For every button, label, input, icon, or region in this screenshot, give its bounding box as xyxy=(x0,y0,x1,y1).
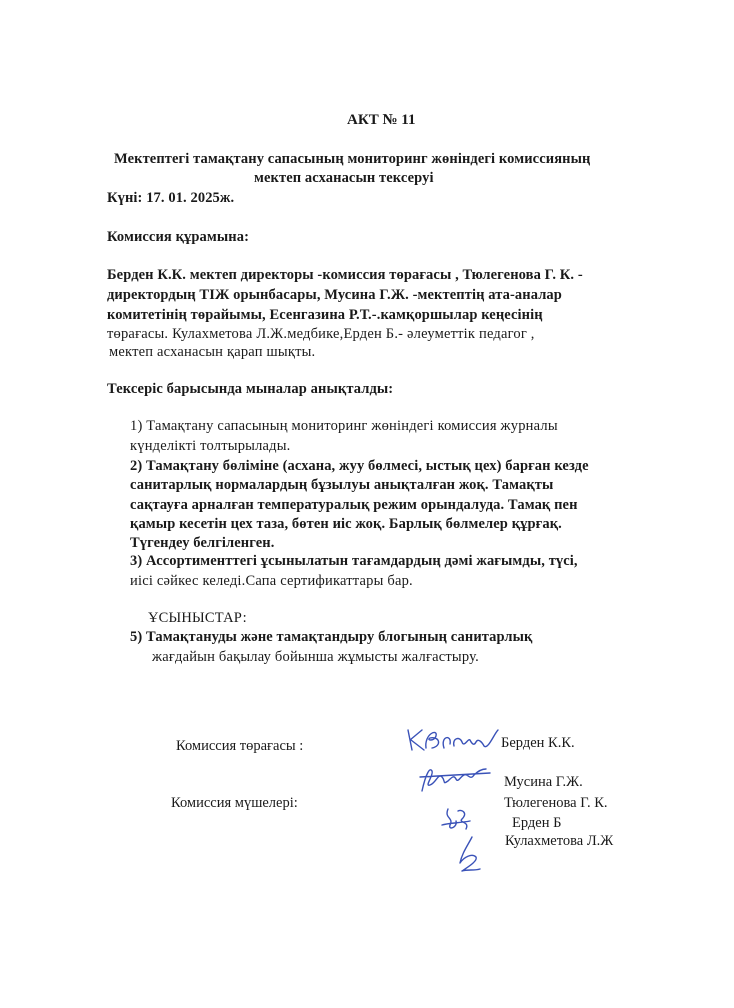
recommendation-line: жағдайын бақылау бойынша жұмысты жалғастыру. xyxy=(152,649,479,665)
member-signature-icon xyxy=(450,833,490,877)
act-title: АКТ № 11 xyxy=(347,112,416,128)
finding-line: 1) Тамақтану сапасының мониторинг жөніндегі комиссия журналы xyxy=(130,418,558,434)
commission-line: мектеп асханасын қарап шықты. xyxy=(109,344,316,360)
recommendation-line: 5) Тамақтануды және тамақтандыру блогының санитарлық xyxy=(130,629,533,645)
commission-line: комитетінің төрайымы, Есенгазина Р.Т.-.камқоршылар кеңесінің xyxy=(107,307,543,323)
act-heading-line-2: мектеп асханасын тексеруі xyxy=(254,170,434,186)
finding-line: қамыр кесетін цех таза, бөтен иіс жоқ. Барлық бөлмелер құрғақ. xyxy=(130,516,562,532)
member-name: Мусина Г.Ж. xyxy=(504,774,583,790)
findings-label: Тексеріс барысында мыналар анықталды: xyxy=(107,381,394,397)
commission-line: директордың ТІЖ орынбасары, Мусина Г.Ж. -мектептің ата-аналар xyxy=(107,287,562,303)
commission-line: Берден К.К. мектеп директоры -комиссия төрағасы , Тюлегенова Г. К. - xyxy=(107,267,583,283)
act-date: Күні: 17. 01. 2025ж. xyxy=(107,190,235,206)
member-signature-icon xyxy=(416,763,496,795)
member-name: Кулахметова Л.Ж xyxy=(505,833,614,849)
member-name: Ерден Б xyxy=(512,815,562,831)
chair-label: Комиссия төрағасы : xyxy=(176,738,304,754)
members-label: Комиссия мүшелері: xyxy=(171,795,298,811)
member-name: Тюлегенова Г. К. xyxy=(504,795,608,811)
finding-line: 3) Ассортименттегі ұсынылатын тағамдардың дәмі жағымды, түсі, xyxy=(130,553,578,569)
finding-line: Түгендеу белгіленген. xyxy=(130,535,275,551)
commission-label: Комиссия құрамына: xyxy=(107,229,250,245)
finding-line: сақтауға арналған температуралық режим орындалуда. Тамақ пен xyxy=(130,497,578,513)
recommendations-label: ҰСЫНЫСТАР: xyxy=(148,610,247,626)
finding-line: 2) Тамақтану бөліміне (асхана, жуу бөлмесі, ыстық цех) барған кезде xyxy=(130,458,589,474)
chair-name: Берден К.К. xyxy=(501,735,575,751)
finding-line: иісі сәйкес келеді.Сапа сертификаттары бар. xyxy=(130,573,413,589)
finding-line: күнделікті толтырылады. xyxy=(130,438,291,454)
act-heading-line-1: Мектептегі тамақтану сапасының мониторинг жөніндегі комиссияның xyxy=(114,151,591,167)
commission-line: төрағасы. Кулахметова Л.Ж.медбике,Ерден Б.- әлеуметтік педагог , xyxy=(107,326,535,342)
finding-line: санитарлық нормалардың бұзылуы анықталған жоқ. Тамақты xyxy=(130,477,554,493)
chair-signature-icon xyxy=(404,724,500,756)
